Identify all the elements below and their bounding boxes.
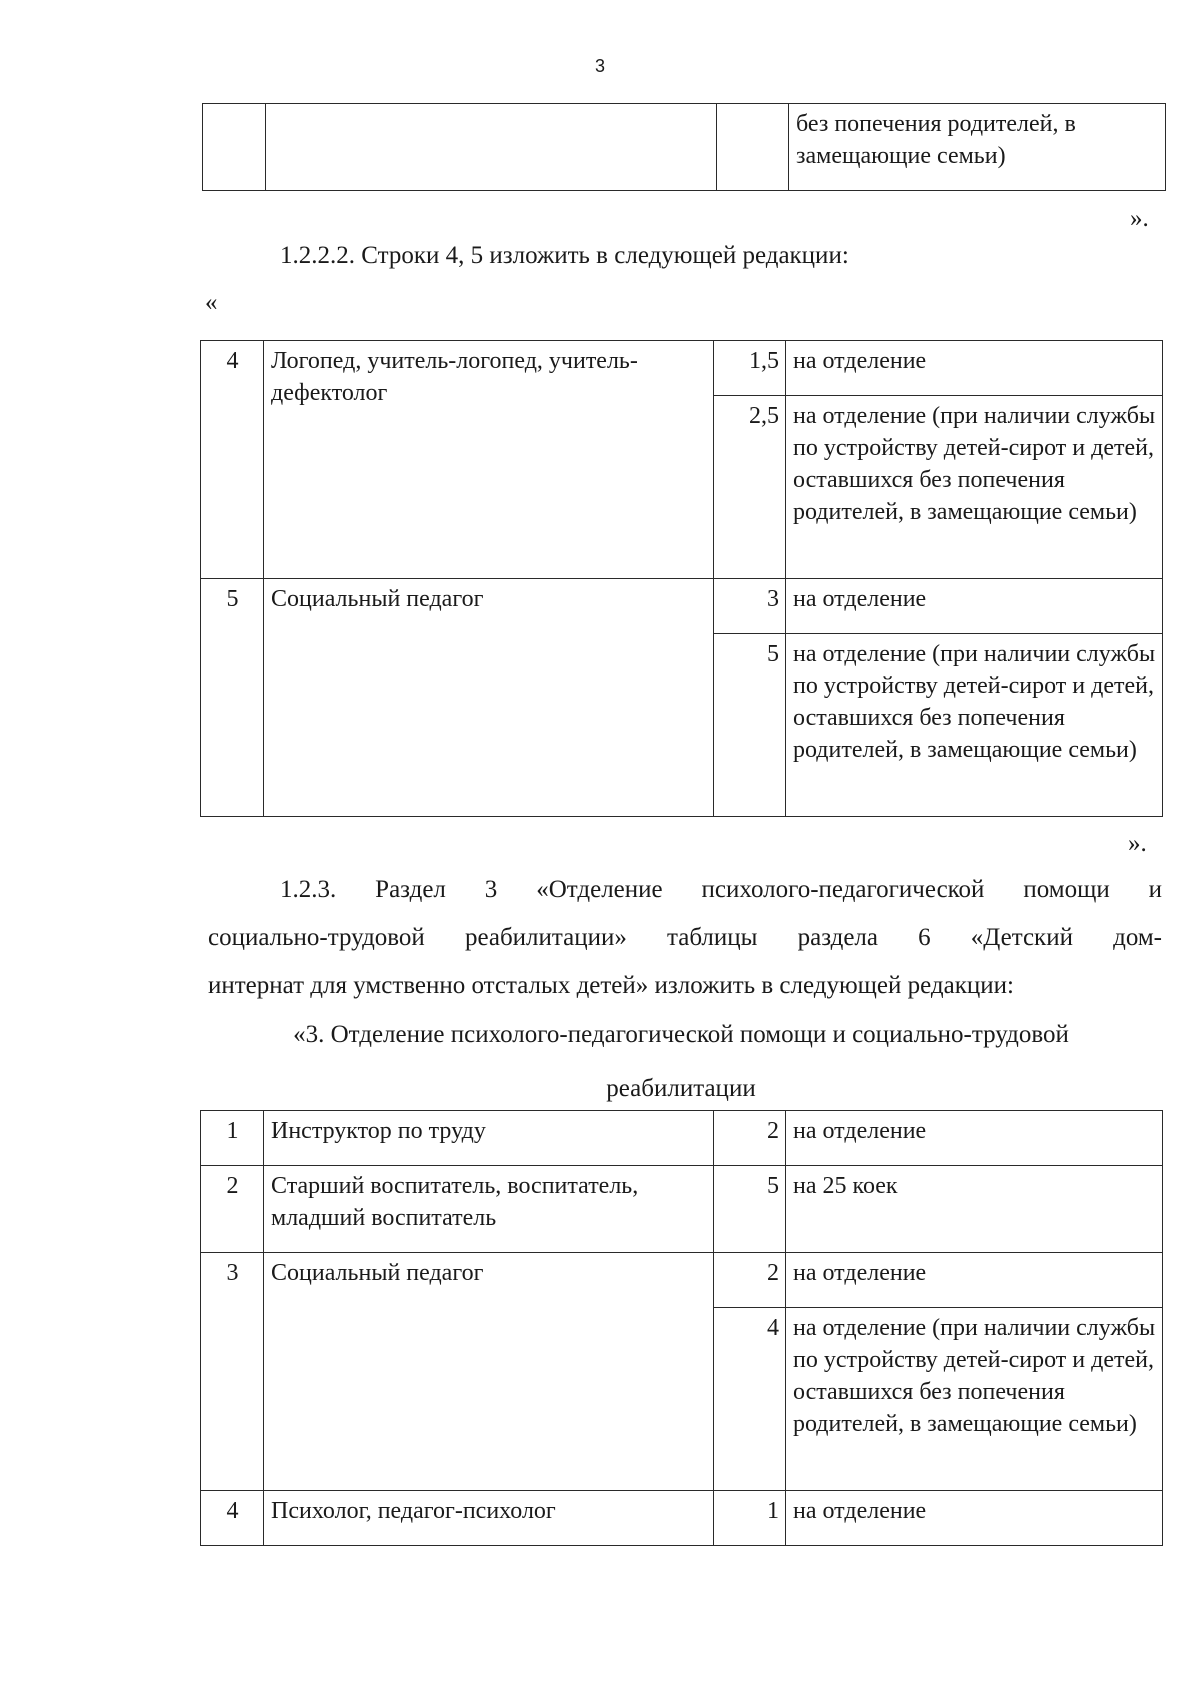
- paragraph-line: социально-трудовой реабилитации» таблицы раздела 6 «Детский дом-: [208, 924, 1162, 951]
- row-number: 4: [201, 1491, 264, 1546]
- opening-quote: «: [205, 289, 218, 316]
- paragraph-line: интернат для умственно отсталых детей» изложить в следующей редакции:: [208, 972, 1014, 999]
- norm-basis: на отделение: [786, 1253, 1163, 1308]
- staff-count: 4: [714, 1308, 786, 1491]
- norm-basis: на отделение: [786, 341, 1163, 396]
- paragraph-section-amendment: [208, 866, 1162, 1010]
- staff-count: 5: [714, 634, 786, 817]
- staff-count: 2: [714, 1253, 786, 1308]
- page-number: 3: [594, 56, 605, 76]
- staff-count: 1: [714, 1491, 786, 1546]
- closing-quote: ».: [1128, 830, 1147, 857]
- row-number: 3: [201, 1253, 264, 1491]
- table-lines-4-5: [200, 340, 1163, 817]
- norm-basis: на отделение (при наличии службы по устройству детей-сирот и детей, оставшихся без попечения родителей, в замещающие семьи): [786, 396, 1163, 579]
- paragraph-amendment: 1.2.2.2. Строки 4, 5 изложить в следующей редакции:: [280, 242, 849, 269]
- row-number: 4: [201, 341, 264, 579]
- table-row: [201, 341, 1163, 396]
- staff-count: 2,5: [714, 396, 786, 579]
- table-section-3: [200, 1110, 1163, 1546]
- table-row: [201, 1253, 1163, 1308]
- position-name: Психолог, педагог-психолог: [264, 1491, 714, 1546]
- norm-basis: на 25 коек: [786, 1166, 1163, 1253]
- section-title-line: реабилитации: [606, 1075, 756, 1102]
- position-name: Социальный педагог: [264, 1253, 714, 1491]
- position-name: Инструктор по труду: [264, 1111, 714, 1166]
- staff-count: [717, 104, 789, 191]
- staff-count: 5: [714, 1166, 786, 1253]
- norm-basis: на отделение (при наличии службы по устройству детей-сирот и детей, оставшихся без попечения родителей, в замещающие семьи): [786, 1308, 1163, 1491]
- table-row: [203, 104, 1166, 191]
- closing-quote: ».: [1130, 205, 1149, 232]
- norm-basis: на отделение: [786, 1491, 1163, 1546]
- position-name: Логопед, учитель-логопед, учитель-дефектолог: [264, 341, 714, 579]
- staff-count: 1,5: [714, 341, 786, 396]
- paragraph-line: 1.2.3. Раздел 3 «Отделение психолого-педагогической помощи и: [280, 876, 1162, 903]
- table-top: [202, 103, 1166, 191]
- table-row: [201, 1111, 1163, 1166]
- staff-count: 3: [714, 579, 786, 634]
- staff-count: 2: [714, 1111, 786, 1166]
- row-number: 1: [201, 1111, 264, 1166]
- table-row: [201, 579, 1163, 634]
- row-number: 2: [201, 1166, 264, 1253]
- section-title: [200, 1008, 1162, 1116]
- norm-basis: без попечения родителей, в замещающие семьи): [789, 104, 1166, 191]
- table-row: [201, 1166, 1163, 1253]
- position-name: Старший воспитатель, воспитатель, младший воспитатель: [264, 1166, 714, 1253]
- row-number: [203, 104, 266, 191]
- row-number: 5: [201, 579, 264, 817]
- norm-basis: на отделение (при наличии службы по устройству детей-сирот и детей, оставшихся без попечения родителей, в замещающие семьи): [786, 634, 1163, 817]
- position-name: [266, 104, 717, 191]
- table-row: [201, 1491, 1163, 1546]
- section-title-line: «3. Отделение психолого-педагогической помощи и социально-трудовой: [293, 1021, 1069, 1048]
- norm-basis: на отделение: [786, 1111, 1163, 1166]
- norm-basis: на отделение: [786, 579, 1163, 634]
- position-name: Социальный педагог: [264, 579, 714, 817]
